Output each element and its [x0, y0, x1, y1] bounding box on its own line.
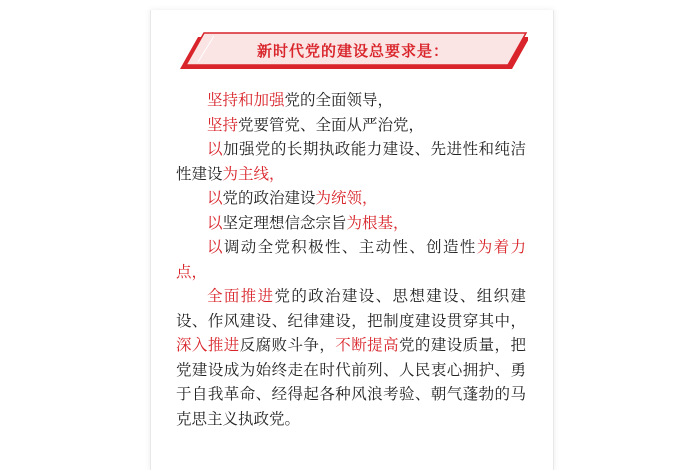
highlight-text: 以: [207, 238, 224, 256]
body-text: 党的全面领导，: [284, 91, 394, 109]
body-text: 党的政治建设、思想建设、组织建设、作风建设、纪律建设，把制度建设贯穿其中，: [176, 287, 526, 330]
highlight-text: 不断提高: [335, 336, 399, 354]
paragraph: [176, 137, 526, 186]
highlight-text: 坚持: [207, 115, 239, 134]
title-banner: [178, 30, 528, 72]
highlight-text: 以: [207, 140, 223, 158]
body-text: 坚定理想信念宗旨: [222, 213, 347, 232]
paragraph: [176, 186, 526, 211]
body-text: 党要管党、全面从严治党，: [238, 115, 425, 134]
highlight-text: 为根基，: [346, 213, 409, 232]
body-text: 加强党的长期执政能力建设、先进性和纯洁性建设: [176, 140, 526, 183]
highlight-text: 全面推进: [207, 287, 275, 305]
body-text: 党的政治建设: [222, 189, 316, 207]
paragraph: [176, 88, 526, 113]
body-text: 反腐败斗争，: [239, 336, 336, 354]
banner-title: 新时代党的建设总要求是：: [256, 42, 449, 60]
paragraph: [176, 235, 526, 284]
paragraph: [176, 211, 526, 236]
article-body: [176, 88, 526, 431]
highlight-text: 坚持和加强: [207, 91, 285, 109]
paragraph: [176, 284, 526, 431]
body-text: 党的建设质量，把党建设成为始终走在时代前列、人民衷心拥护、勇于自我革命、经得起各种风浪考验、朝气蓬勃的马克思主义执政党。: [176, 336, 526, 428]
highlight-text: 为着力点，: [176, 238, 526, 281]
highlight-text: 深入推进: [176, 336, 240, 354]
highlight-text: 以: [207, 213, 223, 232]
highlight-text: 为主线，: [222, 164, 285, 183]
body-text: 调动全党积极性、主动性、创造性: [223, 238, 477, 256]
highlight-text: 以: [207, 189, 223, 207]
paragraph: [176, 113, 526, 138]
highlight-text: 为统领，: [315, 189, 378, 207]
